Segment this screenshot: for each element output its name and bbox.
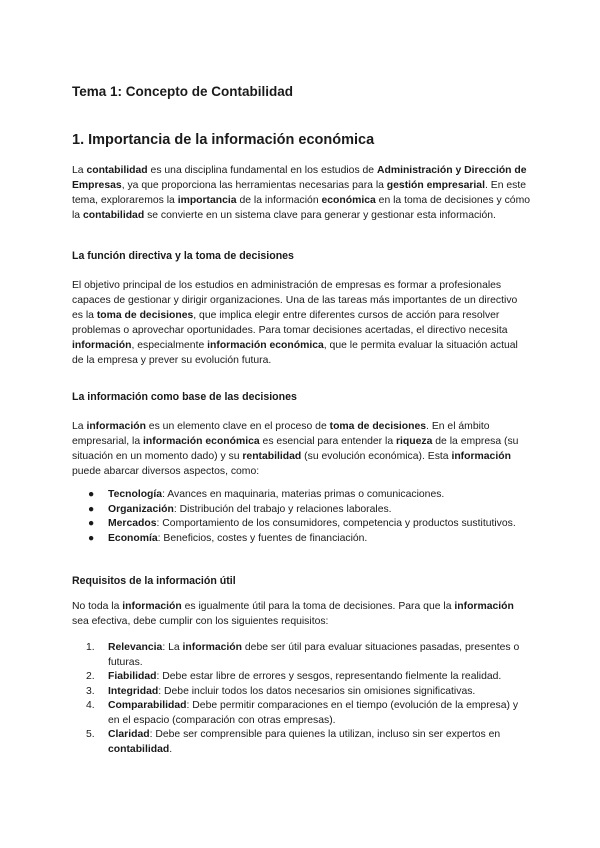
section-heading: 1. Importancia de la información económica	[72, 132, 375, 148]
list-item	[72, 641, 530, 670]
list-item-text: Economía: Beneficios, costes y fuentes de financiación.	[108, 532, 368, 544]
list-item-text: Integridad: Debe incluir todos los datos necesarios sin omisiones significativas.	[108, 685, 476, 697]
list-item-text: Relevancia: La información debe ser útil para evaluar situaciones pasadas, presentes o futuras.	[108, 642, 520, 668]
bullet-icon: ●	[88, 489, 95, 500]
subheading-requisitos: Requisitos de la información útil	[72, 575, 236, 587]
item-number: 4.	[86, 700, 95, 711]
item-number: 2.	[86, 671, 95, 682]
list-item	[72, 728, 530, 757]
list-item	[72, 699, 530, 728]
list-item-text: Organización: Distribución del trabajo y relaciones laborales.	[108, 503, 392, 515]
list-item	[72, 670, 530, 685]
item-number: 1.	[86, 642, 95, 653]
list-item-text: Tecnología: Avances en maquinaria, materias primas o comunicaciones.	[108, 489, 445, 500]
subheading-directiva: La función directiva y la toma de decisiones	[72, 250, 294, 262]
list-item	[72, 532, 530, 547]
list-item	[72, 503, 530, 518]
list-item	[72, 488, 530, 503]
paragraph-requisitos: No toda la información es igualmente útil para la toma de decisiones. Para que la información sea efectiva, debe cumplir con los siguientes requisitos:	[72, 601, 514, 627]
item-number: 5.	[86, 729, 95, 740]
list-item	[72, 685, 530, 700]
list-item-text: Claridad: Debe ser comprensible para quienes la utilizan, incluso sin ser expertos en contabilidad.	[108, 729, 501, 755]
subheading-base: La información como base de las decisiones	[72, 391, 297, 403]
list-item-text: Mercados: Comportamiento de los consumidores, competencia y productos sustitutivos.	[108, 518, 516, 529]
item-number: 3.	[86, 685, 95, 697]
paragraph-directiva: El objetivo principal de los estudios en administración de empresas es formar a profesionales capaces de gestionar y dirigir organizaciones. Una de las tareas más importantes de un directivo es la toma de decisiones, que implica elegir entre diferentes cursos de acción para resolver problemas o aprovechar oportunidades. Para tomar decisiones acertadas, el directivo necesita información, especialmente información económica, que le permita evaluar la situación actual de la empresa y prever su evolución futura.	[72, 280, 518, 366]
list-item-text: Fiabilidad: Debe estar libre de errores y sesgos, representando fielmente la realidad.	[108, 671, 502, 682]
bullet-icon: ●	[88, 503, 95, 515]
bullet-icon: ●	[88, 532, 95, 544]
intro-paragraph: La contabilidad es una disciplina fundamental en los estudios de Administración y Dirección de Empresas, ya que proporciona las herramientas necesarias para la gestión empresarial. En este tema, exploraremos la importancia de la información económica en la toma de decisiones y cómo la contabilidad se convierte en un sistema clave para generar y gestionar esta información.	[72, 165, 531, 221]
bullet-list	[72, 488, 530, 546]
paragraph-base: La información es un elemento clave en el proceso de toma de decisiones. En el ámbito empresarial, la información económica es esencial para entender la riqueza de la empresa (su situación en un momento dado) y su rentabilidad (su evolución económica). Esta información puede abarcar diversos aspectos, como:	[72, 421, 519, 477]
numbered-list	[72, 641, 530, 757]
bullet-icon: ●	[88, 518, 95, 529]
list-item	[72, 517, 530, 532]
list-item-text: Comparabilidad: Debe permitir comparaciones en el tiempo (evolución de la empresa) y en el espacio (comparación con otras empresas).	[108, 700, 519, 726]
document-title: Tema 1: Concepto de Contabilidad	[72, 84, 294, 99]
